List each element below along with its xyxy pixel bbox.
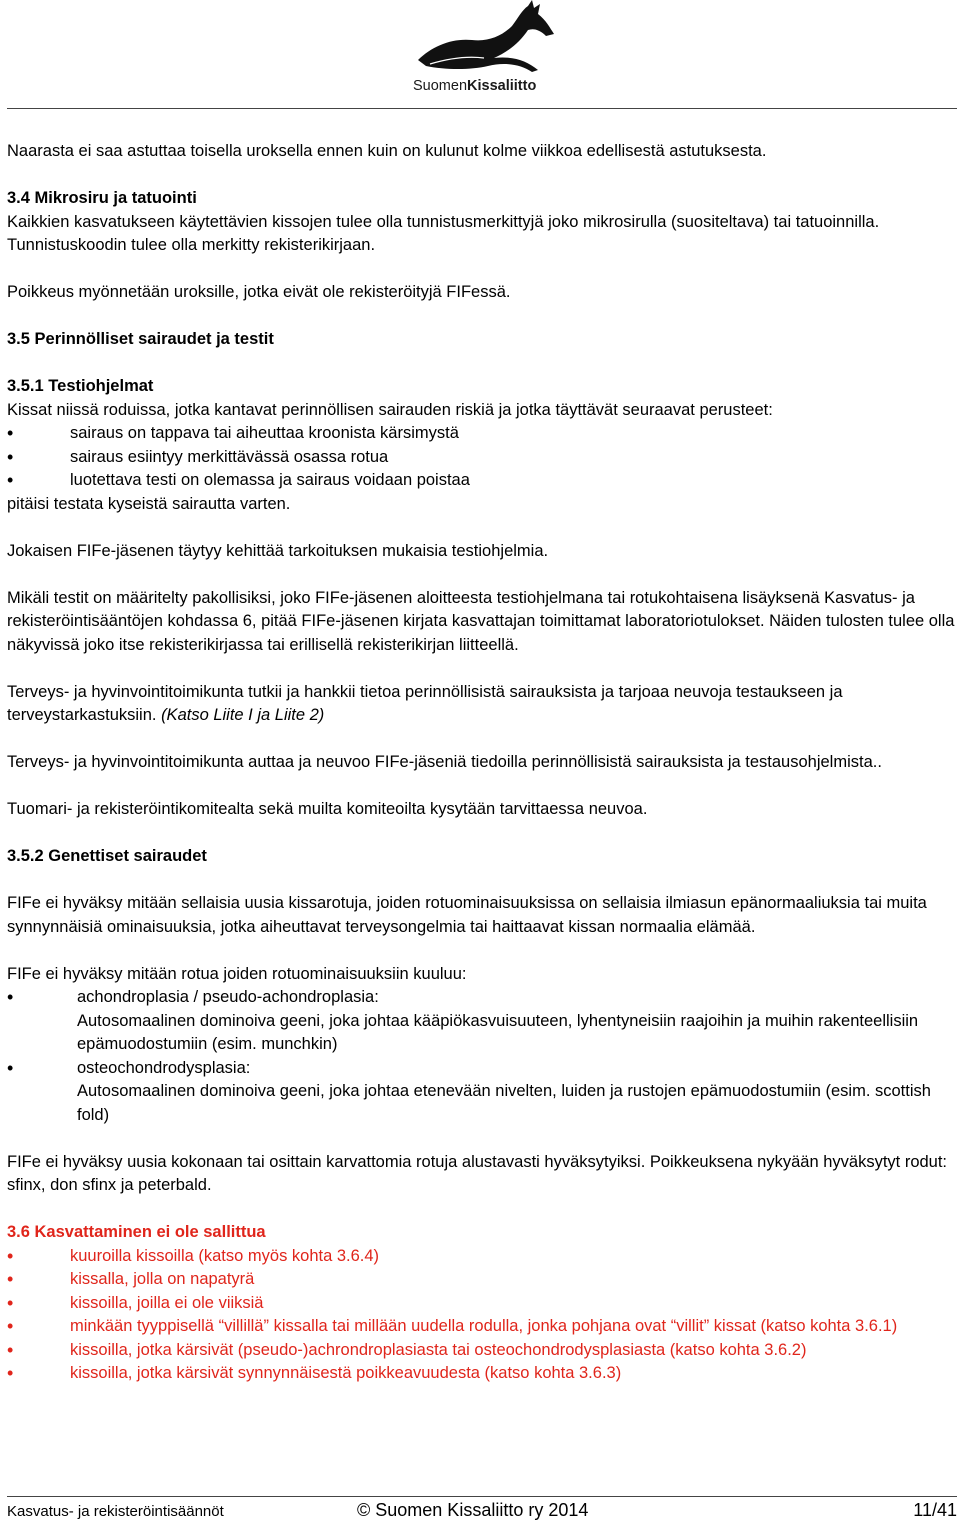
paragraph: FIFe ei hyväksy mitään rotua joiden rotuominaisuuksiin kuuluu: [7, 964, 467, 983]
list-item: • sairaus on tappava tai aiheuttaa kroonista kärsimystä [7, 422, 955, 446]
logo-wordmark: SuomenKissaliitto [413, 78, 537, 94]
section-heading: 3.6 Kasvattaminen ei ole sallittua [7, 1223, 266, 1241]
list-item: • minkään tyyppisellä “villillä” kissalla tai millään uudella rodulla, jonka pohjana ovat “villit” kissat (katso kohta 3.6.1) [7, 1315, 955, 1339]
paragraph: FIFe ei hyväksy uusia kokonaan tai osittain karvattomia rotuja alustavasti hyväksytyiksi. Poikkeuksena nykyään hyväksytyt rodut: sfinx, don sfinx ja peterbald. [7, 1152, 948, 1194]
paragraph: FIFe ei hyväksy mitään sellaisia uusia kissarotuja, joiden rotuominaisuuksissa on sellaisia ilmiasun epänormaaliuksia tai muita synnynnäisiä ominaisuuksia, jotka aiheuttavat terveysongelmia tai haittaavat kissan normaalia elämää. [7, 894, 927, 936]
list-item [7, 986, 955, 1057]
trait-description: Autosomaalinen dominoiva geeni, joka johtaa kääpiökasvuisuuteen, lyhentyneisiin raajoihin ja muihin rakenteellisiin epämuodostumiin (esim. munchkin) [77, 1011, 919, 1053]
list-item: • sairaus esiintyy merkittävässä osassa rotua [7, 446, 955, 470]
paragraph: Terveys- ja hyvinvointitoimikunta tutkii ja hankkii tietoa perinnöllisistä sairauksista ja tarjoaa neuvoja testaukseen ja terveystarkastuksiin. (Katso Liite I ja Liite 2) [7, 682, 843, 724]
paragraph: Kaikkien kasvatukseen käytettävien kissojen tulee olla tunnistusmerkittyjä joko mikrosirulla (suositeltava) tai tatuoinnilla. Tunnistuskoodin tulee olla merkitty rekisterikirjaan. [7, 212, 880, 254]
criteria-list [7, 422, 955, 493]
list-item: • kissoilla, joilla ei ole viiksiä [7, 1292, 955, 1316]
paragraph: Kissat niissä roduissa, jotka kantavat perinnöllisen sairauden riskiä ja jotka täyttävät seuraavat perusteet: [7, 400, 773, 419]
section-heading: 3.5 Perinnölliset sairaudet ja testit [7, 330, 274, 348]
paragraph: Mikäli testit on määritelty pakollisiksi, joko FIFe-jäsenen aloitteesta testiohjelmana tai rotukohtaisena lisäyksenä Kasvatus- ja rekisteröintisääntöjen kohdassa 6, pitää FIFe-jäsenen kirjata kasvattajan toimittamat laboratoriotulokset. Näiden tulosten tulee olla näkyvissä joko itse rekisterikirjassa tai erillisellä rekisterikirjan liitteellä. [7, 588, 955, 654]
section-heading: 3.4 Mikrosiru ja tatuointi [7, 189, 197, 207]
list-item: • kissoilla, jotka kärsivät synnynnäisestä poikkeavuudesta (katso kohta 3.6.3) [7, 1362, 955, 1386]
paragraph: Poikkeus myönnetään uroksille, jotka eivät ole rekisteröityjä FIFessä. [7, 283, 511, 301]
footer-document-title: Kasvatus- ja rekisteröintisäännöt [7, 1503, 224, 1520]
trait-list [7, 986, 955, 1127]
paragraph: Naarasta ei saa astuttaa toisella uroksella ennen kuin on kulunut kolme viikkoa edellisestä astutuksesta. [7, 142, 767, 160]
paragraph: Jokaisen FIFe-jäsenen täytyy kehittää tarkoituksen mukaisia testiohjelmia. [7, 541, 549, 560]
list-item: • luotettava testi on olemassa ja sairaus voidaan poistaa [7, 469, 955, 493]
page-footer [7, 1500, 957, 1524]
list-item: • kissalla, jolla on napatyrä [7, 1268, 955, 1292]
footer-rule [7, 1496, 957, 1497]
subsection-heading: 3.5.2 Genettiset sairaudet [7, 847, 207, 865]
paragraph: Terveys- ja hyvinvointitoimikunta auttaa ja neuvoo FIFe-jäseniä tiedoilla perinnöllisistä sairauksista ja testausohjelmista.. [7, 753, 882, 771]
footer-copyright: © Suomen Kissaliitto ry 2014 [357, 1500, 589, 1520]
page-number: 11/41 [913, 1500, 957, 1520]
trait-description: Autosomaalinen dominoiva geeni, joka johtaa etenevään nivelten, luiden ja rustojen epämuodostumiin (esim. scottish fold) [77, 1082, 931, 1124]
list-item: • kissoilla, jotka kärsivät (pseudo-)achrondroplasiasta tai osteochondrodysplasiasta (katso kohta 3.6.2) [7, 1339, 955, 1363]
list-item: • kuuroilla kissoilla (katso myös kohta 3.6.4) [7, 1245, 955, 1269]
prohibited-breeding-list [7, 1245, 955, 1386]
document-body [7, 140, 955, 1386]
paragraph: Tuomari- ja rekisteröintikomitealta sekä muilta komiteoilta kysytään tarvittaessa neuvoa. [7, 800, 648, 818]
list-item [7, 1057, 955, 1128]
header-rule [7, 108, 957, 109]
trait-title: • osteochondrodysplasia: [77, 1058, 251, 1077]
trait-title: • achondroplasia / pseudo-achondroplasia: [77, 988, 379, 1006]
subsection-heading: 3.5.1 Testiohjelmat [7, 377, 154, 395]
paragraph: pitäisi testata kyseistä sairautta varten. [7, 494, 291, 513]
appendix-reference: (Katso Liite I ja Liite 2) [161, 706, 325, 724]
